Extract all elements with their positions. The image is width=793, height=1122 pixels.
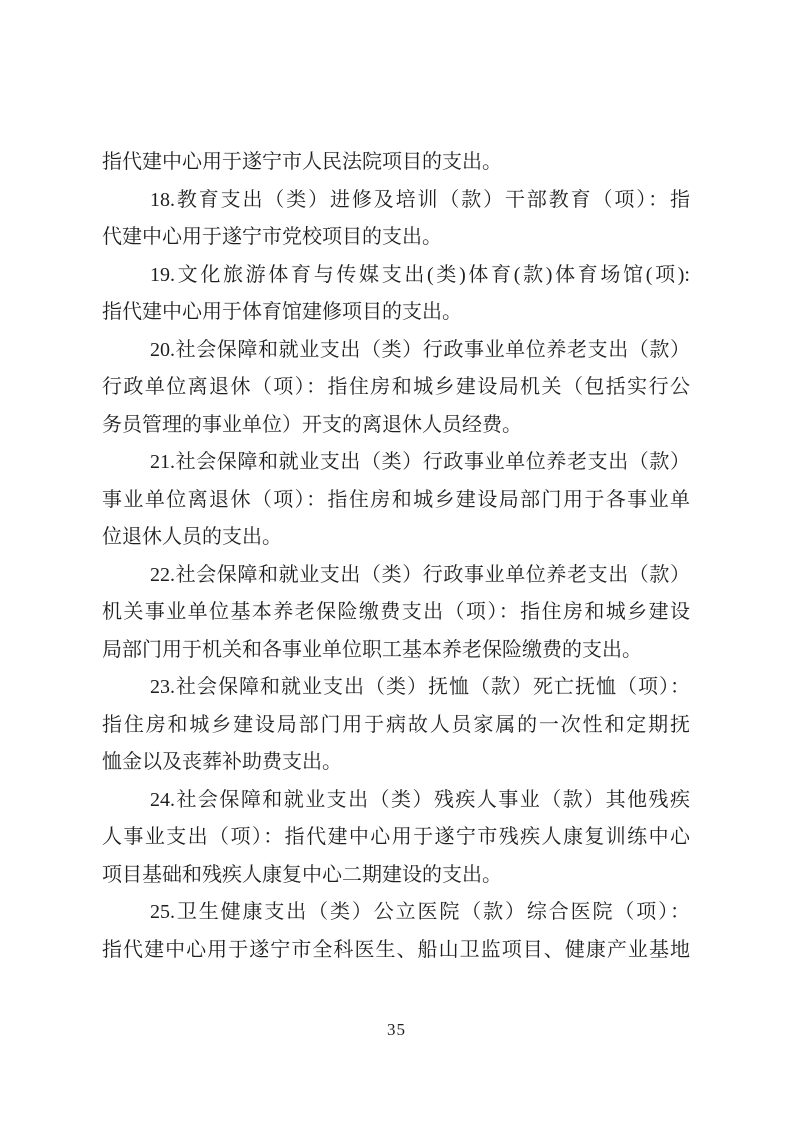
text-line: 务员管理的事业单位）开支的离退休人员经费。 (102, 413, 522, 436)
text-line: 22.社会保障和就业支出（类）行政事业单位养老支出（款） (150, 563, 690, 586)
text-line: 机关事业单位基本养老保险缴费支出（项）：指住房和城乡建设 (102, 601, 690, 623)
text-line: 位退休人员的支出。 (102, 526, 282, 548)
text-line: 23.社会保障和就业支出（类）抚恤（款）死亡抚恤（项）： (150, 676, 690, 698)
body-text (102, 144, 690, 969)
text-line: 指代建中心用于遂宁市人民法院项目的支出。 (102, 151, 502, 173)
text-line: 21.社会保障和就业支出（类）行政事业单位养老支出（款） (150, 451, 690, 473)
text-line: 18.教育支出（类）进修及培训（款）干部教育（项）：指 (150, 188, 690, 211)
text-line: 指代建中心用于遂宁市全科医生、船山卫监项目、健康产业基地 (102, 938, 690, 961)
text-line: 19.文化旅游体育与传媒支出(类)体育(款)体育场馆(项): (150, 263, 690, 286)
text-line: 局部门用于机关和各事业单位职工基本养老保险缴费的支出。 (102, 638, 642, 661)
text-line: 恤金以及丧葬补助费支出。 (102, 751, 342, 773)
text-line: 指代建中心用于体育馆建修项目的支出。 (102, 301, 462, 323)
text-line: 代建中心用于遂宁市党校项目的支出。 (102, 226, 442, 248)
text-line: 人事业支出（项）：指代建中心用于遂宁市残疾人康复训练中心 (102, 826, 690, 848)
text-line: 20.社会保障和就业支出（类）行政事业单位养老支出（款） (150, 338, 690, 361)
text-line: 指住房和城乡建设局部门用于病故人员家属的一次性和定期抚 (102, 713, 690, 736)
text-line: 25.卫生健康支出（类）公立医院（款）综合医院（项）： (150, 901, 690, 923)
text-line: 24.社会保障和就业支出（类）残疾人事业（款）其他残疾 (150, 788, 690, 811)
text-line: 项目基础和残疾人康复中心二期建设的支出。 (102, 863, 502, 886)
text-line: 行政单位离退休（项）：指住房和城乡建设局机关（包括实行公 (102, 376, 690, 398)
page-number: 35 (387, 1020, 406, 1039)
text-line: 事业单位离退休（项）：指住房和城乡建设局部门用于各事业单 (102, 488, 690, 511)
